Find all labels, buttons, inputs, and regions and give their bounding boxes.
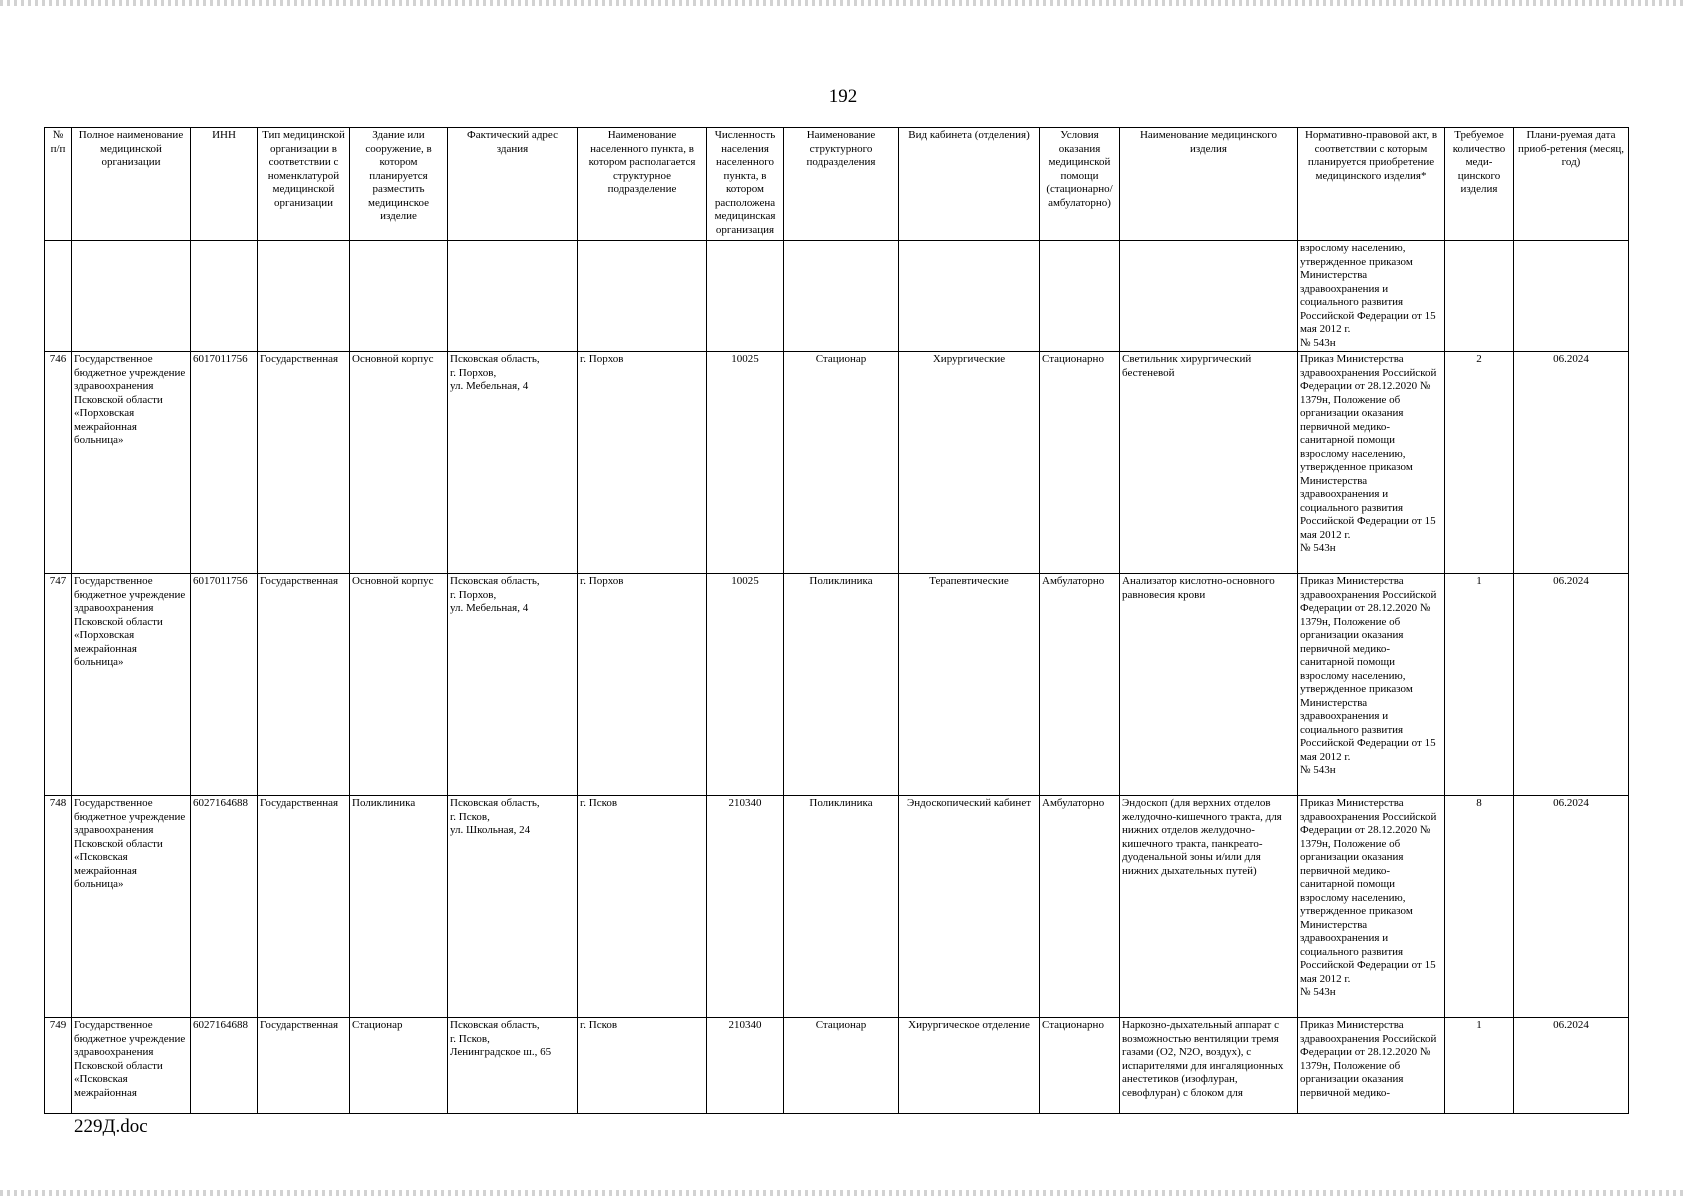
building: Основной корпус (350, 574, 448, 796)
header-cell: Наименование структурного подразделения (784, 128, 899, 241)
building: Поликлиника (350, 796, 448, 1018)
address: Псковская область, г. Порхов, ул. Мебельная, 4 (448, 574, 578, 796)
scan-edge-top (0, 0, 1686, 6)
locality: г. Порхов (578, 574, 707, 796)
continuation-row (45, 241, 1629, 352)
header-cell: Численность населения населенного пункта, в котором расположена медицинская организация (707, 128, 784, 241)
cabinet: Хирургическое отделение (899, 1018, 1040, 1114)
header-cell: Полное наименование медицинской организации (72, 128, 191, 241)
inn: 6017011756 (191, 574, 258, 796)
conditions: Стационарно (1040, 1018, 1120, 1114)
act-cell: взрослому населению, утвержденное приказом Министерства здравоохранения и социального развития Российской Федерации от 15 мая 2012 г. № 543н (1298, 241, 1445, 352)
file-name: 229Д.doc (74, 1116, 148, 1137)
conditions: Амбулаторно (1040, 574, 1120, 796)
org-name: Государственное бюджетное учреждение здравоохранения Псковской области «Псковская межрайонная (72, 1018, 191, 1114)
device: Светильник хирургический бестеневой (1120, 352, 1298, 574)
header-cell: Условия оказания медицинской помощи (стационарно/ амбулаторно) (1040, 128, 1120, 241)
medical-devices-table (44, 127, 1629, 1114)
page-number: 192 (828, 86, 858, 107)
locality: г. Псков (578, 796, 707, 1018)
address: Псковская область, г. Порхов, ул. Мебельная, 4 (448, 352, 578, 574)
org-name: Государственное бюджетное учреждение здравоохранения Псковской области «Порховская межрайонная больница» (72, 352, 191, 574)
legal-act: Приказ Министерства здравоохранения Российской Федерации от 28.12.2020 № 1379н, Положение об организации оказания первичной медико- (1298, 1018, 1445, 1114)
org-type: Государственная (258, 1018, 350, 1114)
population: 210340 (707, 796, 784, 1018)
table-row (45, 352, 1629, 574)
building: Стационар (350, 1018, 448, 1114)
row-number: 747 (45, 574, 72, 796)
population: 10025 (707, 352, 784, 574)
device: Эндоскоп (для верхних отделов желудочно-кишечного тракта, для нижних отделов желудочно-кишечного тракта, панкреато-дуоденальной зоны и/или для нижних дыхательных путей) (1120, 796, 1298, 1018)
population: 210340 (707, 1018, 784, 1114)
legal-act: Приказ Министерства здравоохранения Российской Федерации от 28.12.2020 № 1379н, Положение об организации оказания первичной медико-санитарной помощи взрослому населению, утвержденное приказом Министерства здравоохранения и социального развития Российской Федерации от 15 мая 2012 г. № 543н (1298, 574, 1445, 796)
org-name: Государственное бюджетное учреждение здравоохранения Псковской области «Порховская межрайонная больница» (72, 574, 191, 796)
header-row (45, 128, 1629, 241)
population: 10025 (707, 574, 784, 796)
purchase-date: 06.2024 (1514, 574, 1629, 796)
device: Анализатор кислотно-основного равновесия крови (1120, 574, 1298, 796)
header-cell: Фактический адрес здания (448, 128, 578, 241)
header-cell: Наименование населенного пункта, в котором располагается структурное подразделение (578, 128, 707, 241)
org-name: Государственное бюджетное учреждение здравоохранения Псковской области «Псковская межрайонная больница» (72, 796, 191, 1018)
header-cell: Требуемое количество меди-цинского изделия (1445, 128, 1514, 241)
row-number: 748 (45, 796, 72, 1018)
conditions: Амбулаторно (1040, 796, 1120, 1018)
inn: 6017011756 (191, 352, 258, 574)
quantity: 8 (1445, 796, 1514, 1018)
address: Псковская область, г. Псков, Ленинградское ш., 65 (448, 1018, 578, 1114)
header-cell: Нормативно-правовой акт, в соответствии с которым планируется приобретение медицинского изделия* (1298, 128, 1445, 241)
scan-edge-bottom (0, 1190, 1686, 1196)
quantity: 1 (1445, 1018, 1514, 1114)
org-type: Государственная (258, 352, 350, 574)
header-cell: Вид кабинета (отделения) (899, 128, 1040, 241)
inn: 6027164688 (191, 1018, 258, 1114)
unit: Стационар (784, 352, 899, 574)
cabinet: Терапевтические (899, 574, 1040, 796)
purchase-date: 06.2024 (1514, 796, 1629, 1018)
org-type: Государственная (258, 796, 350, 1018)
address: Псковская область, г. Псков, ул. Школьная, 24 (448, 796, 578, 1018)
device: Наркозно-дыхательный аппарат с возможностью вентиляции тремя газами (O2, N2O, воздух), с испарителями для ингаляционных анестетиков (изофлуран, севофлуран) с блоком для (1120, 1018, 1298, 1114)
purchase-date: 06.2024 (1514, 352, 1629, 574)
header-cell: Плани-руемая дата приоб-ретения (месяц, год) (1514, 128, 1629, 241)
header-cell: № п/п (45, 128, 72, 241)
cabinet: Хирургические (899, 352, 1040, 574)
locality: г. Псков (578, 1018, 707, 1114)
table-row (45, 796, 1629, 1018)
quantity: 2 (1445, 352, 1514, 574)
cabinet: Эндоскопический кабинет (899, 796, 1040, 1018)
header-cell: Здание или сооружение, в котором планируется разместить медицинское изделие (350, 128, 448, 241)
org-type: Государственная (258, 574, 350, 796)
header-cell: Наименование медицинского изделия (1120, 128, 1298, 241)
unit: Стационар (784, 1018, 899, 1114)
locality: г. Порхов (578, 352, 707, 574)
header-cell: ИНН (191, 128, 258, 241)
quantity: 1 (1445, 574, 1514, 796)
inn: 6027164688 (191, 796, 258, 1018)
table-row (45, 1018, 1629, 1114)
building: Основной корпус (350, 352, 448, 574)
table-row (45, 574, 1629, 796)
unit: Поликлиника (784, 574, 899, 796)
legal-act: Приказ Министерства здравоохранения Российской Федерации от 28.12.2020 № 1379н, Положение об организации оказания первичной медико-санитарной помощи взрослому населению, утвержденное приказом Министерства здравоохранения и социального развития Российской Федерации от 15 мая 2012 г. № 543н (1298, 796, 1445, 1018)
conditions: Стационарно (1040, 352, 1120, 574)
unit: Поликлиника (784, 796, 899, 1018)
purchase-date: 06.2024 (1514, 1018, 1629, 1114)
row-number: 749 (45, 1018, 72, 1114)
legal-act: Приказ Министерства здравоохранения Российской Федерации от 28.12.2020 № 1379н, Положение об организации оказания первичной медико-санитарной помощи взрослому населению, утвержденное приказом Министерства здравоохранения и социального развития Российской Федерации от 15 мая 2012 г. № 543н (1298, 352, 1445, 574)
row-number: 746 (45, 352, 72, 574)
header-cell: Тип медицинской организации в соответствии с номенклатурой медицинской организации (258, 128, 350, 241)
